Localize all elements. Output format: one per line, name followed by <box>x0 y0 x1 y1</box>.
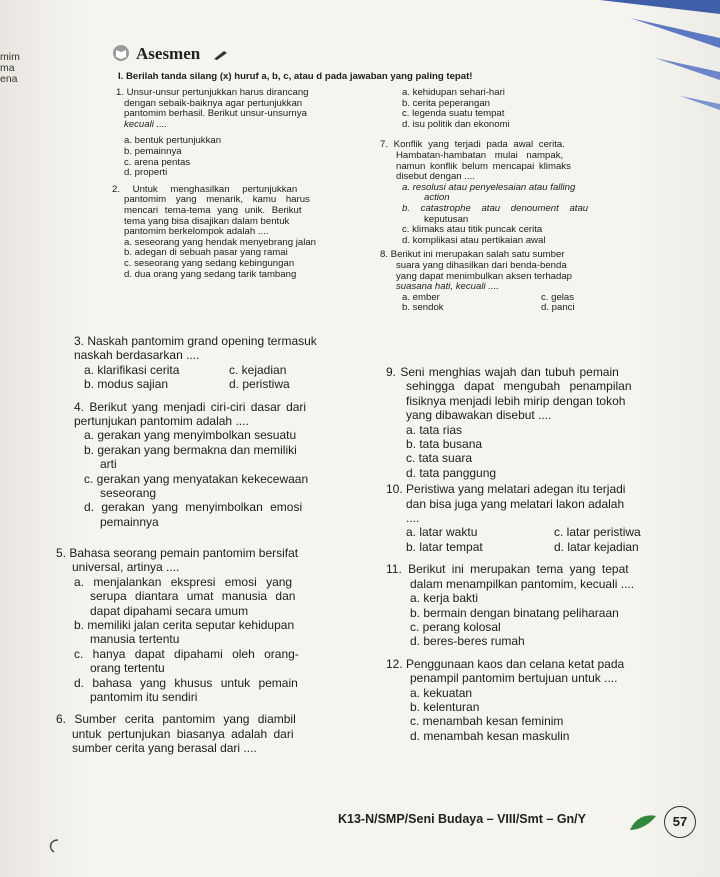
footer-code: K13-N/SMP/Seni Budaya – VIII/Smt – Gn/Y <box>338 812 586 826</box>
option-7a[interactable]: a. resolusi atau penyelesaian atau falling <box>402 181 576 193</box>
option-7b[interactable]: b. catastrophe atau denoument atau <box>402 202 589 214</box>
leaf-icon <box>628 812 658 832</box>
option-5d[interactable]: d. bahasa yang khusus untuk pemain <box>74 675 298 690</box>
question-4: 4. Berikut yang menjadi ciri-ciri dasar dari pertunjukan pantomim adalah .... a. gerakan yang menyimbolkan sesuatu b. gerakan yang bermakna dan memiliki arti c. gerakan yang menyatakan kekecewaan seseorang d. gerakan yang menyimbolkan emosi pemainnya <box>74 400 374 530</box>
option-11b[interactable]: b. bermain dengan binatang peliharaan <box>410 605 619 620</box>
question-6-options <box>380 88 680 130</box>
corner-mark-icon <box>46 838 60 854</box>
option-10a[interactable]: a. latar waktu <box>406 525 478 540</box>
option-7c[interactable]: c. klimaks atau titik puncak cerita <box>402 224 543 236</box>
question-9: 9. Seni menghias wajah dan tubuh pemain sehingga dapat mengubah penampilan fisiknya menjadi lebih mirip dengan tokoh yang dibawakan disebut .... a. tata rias b. tata busana c. tata suara d. tata panggung <box>386 365 702 480</box>
option-2a[interactable]: a. seseorang yang hendak menyebrang jalan <box>124 236 317 248</box>
column-left-bottom <box>74 334 374 529</box>
option-10b[interactable]: b. latar tempat <box>406 539 483 554</box>
option-8d[interactable]: d. panci <box>541 302 575 314</box>
option-12d[interactable]: d. menambah kesan maskulin <box>410 728 570 743</box>
option-11d[interactable]: d. beres-beres rumah <box>410 634 525 649</box>
book-icon <box>112 44 134 62</box>
column-left-q5-q6 <box>56 546 376 756</box>
option-5c[interactable]: c. hanya dapat dipahami oleh orang- <box>74 646 299 661</box>
option-11c[interactable]: c. perang kolosal <box>410 619 501 634</box>
option-4d[interactable]: d. gerakan yang menyimbolkan emosi <box>84 500 303 515</box>
option-10c[interactable]: c. latar peristiwa <box>554 525 641 540</box>
option-5b[interactable]: b. memiliki jalan cerita seputar kehidupan <box>74 618 295 633</box>
option-4c[interactable]: c. gerakan yang menyatakan kekecewaan <box>84 471 309 486</box>
option-12c[interactable]: c. menambah kesan feminim <box>410 714 564 729</box>
option-1c[interactable]: c. arena pentas <box>124 156 191 168</box>
column-left-top <box>100 88 370 280</box>
option-1d[interactable]: d. properti <box>124 167 168 179</box>
page-number: 57 <box>664 806 696 838</box>
option-6c[interactable]: c. legenda suatu tempat <box>402 108 505 120</box>
option-2c[interactable]: c. seseorang yang sedang kebingungan <box>124 257 295 269</box>
question-3: 3. Naskah pantomim grand opening termasuk naskah berdasarkan .... a. klarifikasi cerita c. kejadian b. modus sajian d. peristiwa <box>74 334 374 392</box>
option-10d[interactable]: d. latar kejadian <box>554 539 639 554</box>
option-5a[interactable]: a. menjalankan ekspresi emosi yang <box>74 574 293 589</box>
option-12a[interactable]: a. kekuatan <box>410 685 473 700</box>
pencil-icon <box>214 50 228 60</box>
option-12b[interactable]: b. kelenturan <box>410 699 480 714</box>
option-9b[interactable]: b. tata busana <box>406 437 483 452</box>
question-6: 6. Sumber cerita pantomim yang diambil untuk pertunjukan biasanya adalah dari sumber cerita yang berasal dari .... <box>56 712 296 756</box>
option-3a[interactable]: a. klarifikasi cerita <box>84 362 180 377</box>
column-right-bottom <box>386 365 702 743</box>
option-7d[interactable]: d. komplikasi atau pertikaian awal <box>402 234 546 246</box>
question-8: 8. Berikut ini merupakan salah satu sumber suara yang dihasilkan dari benda-benda yang dapat menimbulkan aksen terhadap suasana hati, kecuali .... a. ember c. gelas b. sendok d. panci <box>380 250 680 314</box>
instruction-text: I. Berilah tanda silang (x) huruf a, b, c, atau d pada jawaban yang paling tepat! <box>118 71 473 82</box>
option-6b[interactable]: b. cerita peperangan <box>402 97 491 109</box>
question-5: 5. Bahasa seorang pemain pantomim bersifat universal, artinya .... a. menjalankan ekspresi emosi yang serupa diantara umat manusia dan dapat dipahami secara umum b. memiliki jalan cerita seputar kehidupan manusia tertentu c. hanya dapat dipahami oleh orang- orang tertentu d. bahasa yang khusus untuk pemain pantomim itu sendiri <box>56 546 376 704</box>
option-6d[interactable]: d. isu politik dan ekonomi <box>402 118 510 130</box>
option-6a[interactable]: a. kehidupan sehari-hari <box>402 87 505 98</box>
option-9c[interactable]: c. tata suara <box>406 451 473 466</box>
option-2b[interactable]: b. adegan di sebuah pasar yang ramai <box>124 247 288 259</box>
option-1a[interactable]: a. bentuk pertunjukkan <box>124 135 222 147</box>
option-9d[interactable]: d. tata panggung <box>406 465 497 480</box>
option-1b[interactable]: b. pemainnya <box>124 145 182 157</box>
option-9a[interactable]: a. tata rias <box>406 422 463 437</box>
option-8b[interactable]: b. sendok <box>402 302 444 314</box>
question-11: 11. Berikut ini merupakan tema yang tepat dalam menampilkan pantomim, kecuali .... a. kerja bakti b. bermain dengan binatang peliharaan c. perang kolosal d. beres-beres rumah <box>386 562 702 648</box>
option-3c[interactable]: c. kejadian <box>229 362 287 377</box>
option-8a[interactable]: a. ember <box>402 291 440 303</box>
option-2d[interactable]: d. dua orang yang sedang tarik tambang <box>124 268 297 280</box>
option-8c[interactable]: c. gelas <box>541 291 575 303</box>
option-3b[interactable]: b. modus sajian <box>84 377 169 392</box>
option-11a[interactable]: a. kerja bakti <box>410 591 479 606</box>
column-right-top <box>380 88 680 314</box>
question-10: 10. Peristiwa yang melatari adegan itu terjadi dan bisa juga yang melatari lakon adalah .... a. latar waktu c. latar peristiwa b. latar tempat d. latar kejadian <box>386 482 702 554</box>
question-7: 7. Konflik yang terjadi pada awal cerita. Hambatan-hambatan mulai nampak, namun konflik belum mencapai klimaks disebut dengan .... a. resolusi atau penyelesaian atau falling action b. catastrophe atau denoument atau keputusan c. klimaks atau titik puncak cerita d. komplikasi atau pertikaian awal <box>380 140 680 246</box>
option-4a[interactable]: a. gerakan yang menyimbolkan sesuatu <box>84 428 297 443</box>
option-4b[interactable]: b. gerakan yang bermakna dan memiliki <box>84 442 297 457</box>
page-title: Asesmen <box>136 44 201 63</box>
question-2: 2. Untuk menghasilkan pertunjukkan pantomim yang menarik, kamu harus mencari tema-tema yang unik. Berikut tema yang bisa disajikan dalam bentuk pantomim berkelompok adalah .... a. seseorang yang hendak menyebrang jalan b. adegan di sebuah pasar yang ramai c. seseorang yang sedang kebingungan d. dua orang yang sedang tarik tambang <box>100 185 370 280</box>
question-1: 1. Unsur-unsur pertunjukkan harus dirancang dengan sebaik-baiknya agar pertunjukkan pantomim berhasil. Berikut unsur-unsurnya kecuali .... a. bentuk pertunjukkan b. pemainnya c. arena pentas d. properti <box>100 88 370 179</box>
question-12: 12. Penggunaan kaos dan celana ketat pada penampil pantomim bertujuan untuk .... a. kekuatan b. kelenturan c. menambah kesan feminim d. menambah kesan maskulin <box>386 657 702 743</box>
option-3d[interactable]: d. peristiwa <box>229 377 290 392</box>
left-margin-fragments: mim ma ena <box>0 51 20 85</box>
